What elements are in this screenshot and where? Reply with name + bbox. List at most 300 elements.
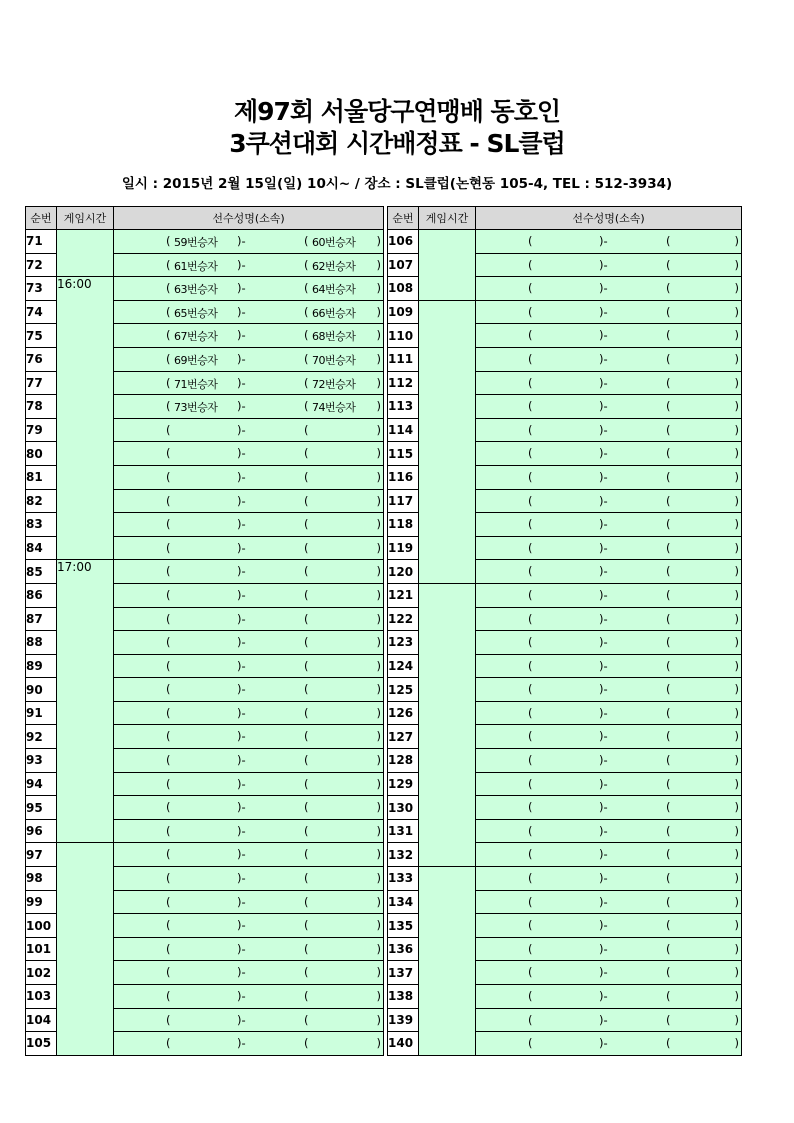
players-cell bbox=[114, 725, 384, 749]
players-cell bbox=[114, 631, 384, 655]
player-2-open-paren: ( bbox=[304, 989, 309, 1003]
player-2-close-paren: ) bbox=[734, 823, 739, 838]
players-cell bbox=[476, 442, 742, 466]
order-number: 99 bbox=[26, 890, 57, 914]
player-2-close-paren: ) bbox=[734, 753, 739, 768]
order-number: 100 bbox=[26, 914, 57, 938]
player-2-name: 74번승자 bbox=[312, 401, 356, 415]
player-2-close-paren: ) bbox=[734, 493, 739, 508]
players-cell bbox=[114, 985, 384, 1009]
player-1-name: 69번승자 bbox=[174, 353, 218, 367]
players-cell bbox=[476, 277, 742, 301]
player-2-close-paren: ) bbox=[376, 564, 381, 579]
players-cell bbox=[114, 300, 384, 324]
players-cell bbox=[114, 843, 384, 867]
table-row bbox=[26, 560, 384, 584]
players-cell bbox=[476, 772, 742, 796]
player-2-close-paren: ) bbox=[376, 847, 381, 862]
separator-dash: )- bbox=[599, 871, 608, 886]
player-1-open-paren: ( bbox=[528, 941, 533, 956]
separator-dash: )- bbox=[237, 328, 246, 343]
player-2-open-paren: ( bbox=[666, 847, 671, 862]
player-2-open-paren: ( bbox=[666, 328, 671, 343]
separator-dash: )- bbox=[599, 399, 608, 414]
player-2-close-paren: ) bbox=[376, 918, 381, 933]
order-number: 97 bbox=[26, 843, 57, 867]
player-2-open-paren: ( bbox=[666, 705, 671, 720]
order-number: 132 bbox=[388, 843, 419, 867]
separator-dash: )- bbox=[237, 918, 246, 933]
separator-dash: )- bbox=[599, 753, 608, 768]
order-number: 88 bbox=[26, 631, 57, 655]
player-2-open-paren: ( bbox=[304, 753, 309, 768]
players-cell bbox=[476, 867, 742, 891]
player-2-open-paren: ( bbox=[304, 894, 309, 909]
player-1-name: 67번승자 bbox=[174, 330, 218, 344]
player-2-close-paren: ) bbox=[376, 705, 381, 720]
separator-dash: )- bbox=[599, 823, 608, 838]
separator-dash: )- bbox=[237, 351, 246, 366]
player-1-open-paren: ( bbox=[528, 611, 533, 626]
player-2-close-paren: ) bbox=[376, 965, 381, 980]
player-2-close-paren: ) bbox=[734, 564, 739, 579]
player-1-name: 71번승자 bbox=[174, 377, 218, 391]
separator-dash: )- bbox=[599, 446, 608, 461]
players-cell bbox=[476, 324, 742, 348]
player-1-open-paren: ( bbox=[166, 682, 171, 697]
event-info: 일시 : 2015년 2월 15일(일) 10시~ / 장소 : SL클럽(논현동 105-4, TEL : 512-3934) bbox=[121, 176, 673, 192]
player-2-close-paren: ) bbox=[734, 257, 739, 272]
players-cell bbox=[114, 678, 384, 702]
player-2-close-paren: ) bbox=[734, 1036, 739, 1051]
order-number: 95 bbox=[26, 796, 57, 820]
order-number: 78 bbox=[26, 395, 57, 419]
order-number: 80 bbox=[26, 442, 57, 466]
player-2-open-paren: ( bbox=[304, 257, 309, 272]
separator-dash: )- bbox=[237, 587, 246, 602]
order-number: 116 bbox=[388, 465, 419, 489]
player-1-open-paren: ( bbox=[166, 611, 171, 626]
player-1-open-paren: ( bbox=[528, 257, 533, 272]
player-2-open-paren: ( bbox=[304, 635, 309, 650]
player-1-open-paren: ( bbox=[528, 281, 533, 296]
players-cell bbox=[114, 890, 384, 914]
game-time-cell bbox=[419, 867, 476, 1056]
player-1-open-paren: ( bbox=[528, 705, 533, 720]
player-1-open-paren: ( bbox=[166, 399, 171, 414]
game-time-cell bbox=[419, 583, 476, 866]
players-cell bbox=[114, 560, 384, 584]
separator-dash: )- bbox=[599, 517, 608, 532]
player-1-open-paren: ( bbox=[166, 965, 171, 980]
player-2-open-paren: ( bbox=[304, 422, 309, 437]
separator-dash: )- bbox=[237, 517, 246, 532]
players-cell bbox=[476, 890, 742, 914]
players-cell bbox=[114, 371, 384, 395]
separator-dash: )- bbox=[599, 682, 608, 697]
player-2-open-paren: ( bbox=[666, 517, 671, 532]
separator-dash: )- bbox=[237, 658, 246, 673]
players-cell bbox=[476, 607, 742, 631]
player-2-close-paren: ) bbox=[734, 847, 739, 862]
player-1-open-paren: ( bbox=[528, 776, 533, 791]
players-cell bbox=[476, 937, 742, 961]
game-time-cell: 16:00 bbox=[57, 277, 114, 560]
order-number: 75 bbox=[26, 324, 57, 348]
separator-dash: )- bbox=[599, 304, 608, 319]
order-number: 122 bbox=[388, 607, 419, 631]
players-cell bbox=[114, 277, 384, 301]
player-1-open-paren: ( bbox=[166, 446, 171, 461]
separator-dash: )- bbox=[237, 257, 246, 272]
players-cell bbox=[476, 230, 742, 254]
player-2-open-paren: ( bbox=[304, 399, 309, 414]
table-row bbox=[388, 583, 742, 607]
player-1-open-paren: ( bbox=[528, 587, 533, 602]
order-number: 135 bbox=[388, 914, 419, 938]
player-2-close-paren: ) bbox=[376, 493, 381, 508]
player-1-name: 61번승자 bbox=[174, 259, 218, 273]
separator-dash: )- bbox=[599, 941, 608, 956]
player-2-close-paren: ) bbox=[734, 800, 739, 815]
players-cell bbox=[114, 867, 384, 891]
player-1-open-paren: ( bbox=[166, 351, 171, 366]
order-number: 138 bbox=[388, 985, 419, 1009]
player-2-open-paren: ( bbox=[666, 989, 671, 1003]
player-2-close-paren: ) bbox=[376, 281, 381, 296]
players-cell bbox=[476, 465, 742, 489]
player-2-open-paren: ( bbox=[304, 1012, 309, 1027]
player-2-close-paren: ) bbox=[734, 517, 739, 532]
player-1-open-paren: ( bbox=[166, 517, 171, 532]
player-1-open-paren: ( bbox=[166, 1036, 171, 1051]
separator-dash: )- bbox=[599, 493, 608, 508]
order-number: 85 bbox=[26, 560, 57, 584]
order-number: 87 bbox=[26, 607, 57, 631]
order-number: 102 bbox=[26, 961, 57, 985]
players-cell bbox=[476, 418, 742, 442]
order-number: 115 bbox=[388, 442, 419, 466]
player-2-close-paren: ) bbox=[734, 989, 739, 1003]
player-1-open-paren: ( bbox=[528, 422, 533, 437]
separator-dash: )- bbox=[599, 705, 608, 720]
separator-dash: )- bbox=[237, 871, 246, 886]
player-2-open-paren: ( bbox=[304, 375, 309, 390]
player-2-open-paren: ( bbox=[666, 257, 671, 272]
player-2-open-paren: ( bbox=[666, 281, 671, 296]
player-2-close-paren: ) bbox=[734, 871, 739, 886]
player-2-close-paren: ) bbox=[734, 705, 739, 720]
order-number: 103 bbox=[26, 985, 57, 1009]
order-number: 133 bbox=[388, 867, 419, 891]
players-cell bbox=[476, 253, 742, 277]
player-1-open-paren: ( bbox=[528, 234, 533, 248]
player-2-open-paren: ( bbox=[666, 776, 671, 791]
player-2-close-paren: ) bbox=[376, 351, 381, 366]
order-number: 93 bbox=[26, 749, 57, 773]
player-2-close-paren: ) bbox=[734, 422, 739, 437]
separator-dash: )- bbox=[237, 399, 246, 414]
players-cell bbox=[114, 347, 384, 371]
player-1-open-paren: ( bbox=[166, 234, 171, 248]
player-2-open-paren: ( bbox=[666, 1036, 671, 1051]
player-2-open-paren: ( bbox=[304, 965, 309, 980]
player-2-open-paren: ( bbox=[304, 705, 309, 720]
player-1-open-paren: ( bbox=[166, 705, 171, 720]
order-number: 81 bbox=[26, 465, 57, 489]
player-2-close-paren: ) bbox=[734, 446, 739, 461]
separator-dash: )- bbox=[599, 894, 608, 909]
order-number: 72 bbox=[26, 253, 57, 277]
order-number: 74 bbox=[26, 300, 57, 324]
order-number: 123 bbox=[388, 631, 419, 655]
order-number: 96 bbox=[26, 819, 57, 843]
player-2-close-paren: ) bbox=[376, 941, 381, 956]
separator-dash: )- bbox=[237, 234, 246, 248]
player-2-close-paren: ) bbox=[734, 894, 739, 909]
player-2-open-paren: ( bbox=[666, 635, 671, 650]
separator-dash: )- bbox=[599, 234, 608, 248]
separator-dash: )- bbox=[237, 705, 246, 720]
table-row bbox=[388, 230, 742, 254]
table-header-row bbox=[26, 207, 384, 230]
order-number: 105 bbox=[26, 1032, 57, 1056]
order-number: 137 bbox=[388, 961, 419, 985]
player-1-open-paren: ( bbox=[528, 304, 533, 319]
separator-dash: )- bbox=[599, 918, 608, 933]
player-2-open-paren: ( bbox=[304, 564, 309, 579]
players-cell bbox=[476, 536, 742, 560]
player-1-open-paren: ( bbox=[166, 847, 171, 862]
players-cell bbox=[476, 843, 742, 867]
order-number: 84 bbox=[26, 536, 57, 560]
player-1-open-paren: ( bbox=[528, 493, 533, 508]
player-1-open-paren: ( bbox=[528, 894, 533, 909]
player-2-close-paren: ) bbox=[734, 965, 739, 980]
player-2-name: 70번승자 bbox=[312, 353, 356, 367]
player-2-open-paren: ( bbox=[666, 564, 671, 579]
player-2-close-paren: ) bbox=[734, 399, 739, 414]
players-cell bbox=[114, 654, 384, 678]
players-cell bbox=[476, 395, 742, 419]
player-2-close-paren: ) bbox=[734, 351, 739, 366]
player-2-close-paren: ) bbox=[734, 611, 739, 626]
player-2-close-paren: ) bbox=[376, 446, 381, 461]
order-number: 127 bbox=[388, 725, 419, 749]
player-1-open-paren: ( bbox=[528, 540, 533, 555]
separator-dash: )- bbox=[237, 823, 246, 838]
separator-dash: )- bbox=[237, 894, 246, 909]
players-cell bbox=[476, 513, 742, 537]
player-2-close-paren: ) bbox=[376, 611, 381, 626]
players-cell bbox=[114, 489, 384, 513]
player-1-open-paren: ( bbox=[166, 658, 171, 673]
players-cell bbox=[114, 583, 384, 607]
player-1-open-paren: ( bbox=[166, 469, 171, 484]
order-number: 139 bbox=[388, 1008, 419, 1032]
separator-dash: )- bbox=[237, 446, 246, 461]
separator-dash: )- bbox=[237, 753, 246, 768]
separator-dash: )- bbox=[599, 800, 608, 815]
player-2-close-paren: ) bbox=[376, 469, 381, 484]
game-time-cell bbox=[419, 300, 476, 583]
player-1-open-paren: ( bbox=[528, 446, 533, 461]
order-number: 128 bbox=[388, 749, 419, 773]
table-row bbox=[388, 300, 742, 324]
separator-dash: )- bbox=[599, 776, 608, 791]
player-2-close-paren: ) bbox=[376, 540, 381, 555]
player-2-open-paren: ( bbox=[666, 422, 671, 437]
player-2-close-paren: ) bbox=[376, 871, 381, 886]
separator-dash: )- bbox=[237, 1012, 246, 1027]
player-2-open-paren: ( bbox=[304, 823, 309, 838]
order-number: 131 bbox=[388, 819, 419, 843]
players-cell bbox=[114, 324, 384, 348]
order-number: 114 bbox=[388, 418, 419, 442]
player-2-close-paren: ) bbox=[376, 587, 381, 602]
schedule-table-left bbox=[25, 206, 384, 1056]
players-cell bbox=[114, 937, 384, 961]
player-2-open-paren: ( bbox=[666, 965, 671, 980]
player-2-open-paren: ( bbox=[666, 894, 671, 909]
player-2-close-paren: ) bbox=[376, 328, 381, 343]
player-2-open-paren: ( bbox=[304, 469, 309, 484]
player-2-open-paren: ( bbox=[304, 871, 309, 886]
order-number: 110 bbox=[388, 324, 419, 348]
separator-dash: )- bbox=[237, 564, 246, 579]
player-1-open-paren: ( bbox=[166, 800, 171, 815]
order-number: 108 bbox=[388, 277, 419, 301]
separator-dash: )- bbox=[237, 1036, 246, 1051]
players-cell bbox=[476, 796, 742, 820]
order-number: 121 bbox=[388, 583, 419, 607]
separator-dash: )- bbox=[237, 540, 246, 555]
order-number: 113 bbox=[388, 395, 419, 419]
separator-dash: )- bbox=[237, 469, 246, 484]
player-1-open-paren: ( bbox=[528, 847, 533, 862]
players-cell bbox=[114, 1008, 384, 1032]
player-2-open-paren: ( bbox=[304, 776, 309, 791]
player-1-open-paren: ( bbox=[528, 989, 533, 1003]
order-number: 124 bbox=[388, 654, 419, 678]
player-2-open-paren: ( bbox=[304, 304, 309, 319]
players-cell bbox=[114, 395, 384, 419]
player-1-open-paren: ( bbox=[528, 1012, 533, 1027]
separator-dash: )- bbox=[599, 257, 608, 272]
player-2-close-paren: ) bbox=[376, 729, 381, 744]
player-2-close-paren: ) bbox=[376, 399, 381, 414]
player-2-open-paren: ( bbox=[666, 446, 671, 461]
player-1-name: 65번승자 bbox=[174, 306, 218, 320]
players-cell bbox=[476, 985, 742, 1009]
separator-dash: )- bbox=[237, 682, 246, 697]
player-2-close-paren: ) bbox=[734, 587, 739, 602]
players-cell bbox=[476, 489, 742, 513]
game-time-cell bbox=[57, 843, 114, 1055]
order-number: 89 bbox=[26, 654, 57, 678]
player-1-open-paren: ( bbox=[528, 328, 533, 343]
separator-dash: )- bbox=[599, 989, 608, 1003]
player-1-open-paren: ( bbox=[528, 1036, 533, 1051]
player-1-name: 73번승자 bbox=[174, 401, 218, 415]
order-number: 111 bbox=[388, 347, 419, 371]
order-number: 73 bbox=[26, 277, 57, 301]
player-2-close-paren: ) bbox=[376, 375, 381, 390]
players-cell bbox=[476, 725, 742, 749]
table-row bbox=[26, 277, 384, 301]
player-2-close-paren: ) bbox=[734, 635, 739, 650]
players-cell bbox=[476, 678, 742, 702]
separator-dash: )- bbox=[237, 304, 246, 319]
separator-dash: )- bbox=[599, 469, 608, 484]
players-cell bbox=[114, 513, 384, 537]
players-cell bbox=[114, 536, 384, 560]
order-number: 82 bbox=[26, 489, 57, 513]
player-1-open-paren: ( bbox=[528, 800, 533, 815]
player-2-close-paren: ) bbox=[376, 800, 381, 815]
player-1-open-paren: ( bbox=[528, 469, 533, 484]
separator-dash: )- bbox=[237, 635, 246, 650]
player-2-open-paren: ( bbox=[666, 493, 671, 508]
order-number: 98 bbox=[26, 867, 57, 891]
player-2-close-paren: ) bbox=[734, 469, 739, 484]
player-2-open-paren: ( bbox=[304, 847, 309, 862]
player-2-close-paren: ) bbox=[376, 989, 381, 1003]
player-2-close-paren: ) bbox=[734, 658, 739, 673]
players-cell bbox=[476, 749, 742, 773]
player-2-open-paren: ( bbox=[304, 351, 309, 366]
player-2-name: 62번승자 bbox=[312, 259, 356, 273]
schedule-table-right bbox=[387, 206, 742, 1056]
player-2-close-paren: ) bbox=[376, 422, 381, 437]
game-time-cell: 17:00 bbox=[57, 560, 114, 843]
table-row bbox=[26, 230, 384, 254]
players-cell bbox=[476, 300, 742, 324]
player-1-open-paren: ( bbox=[528, 871, 533, 886]
separator-dash: )- bbox=[599, 422, 608, 437]
player-1-open-paren: ( bbox=[166, 281, 171, 296]
player-2-open-paren: ( bbox=[304, 587, 309, 602]
player-2-close-paren: ) bbox=[376, 517, 381, 532]
player-2-open-paren: ( bbox=[304, 729, 309, 744]
separator-dash: )- bbox=[599, 375, 608, 390]
player-2-close-paren: ) bbox=[376, 682, 381, 697]
order-number: 101 bbox=[26, 937, 57, 961]
player-1-open-paren: ( bbox=[166, 540, 171, 555]
player-1-open-paren: ( bbox=[166, 823, 171, 838]
separator-dash: )- bbox=[599, 965, 608, 980]
player-1-open-paren: ( bbox=[528, 753, 533, 768]
player-2-close-paren: ) bbox=[734, 234, 739, 248]
players-cell bbox=[476, 961, 742, 985]
separator-dash: )- bbox=[237, 800, 246, 815]
player-2-close-paren: ) bbox=[734, 540, 739, 555]
order-number: 106 bbox=[388, 230, 419, 254]
header-game-time: 게임시간 bbox=[419, 207, 476, 230]
separator-dash: )- bbox=[599, 564, 608, 579]
separator-dash: )- bbox=[237, 847, 246, 862]
player-2-open-paren: ( bbox=[666, 753, 671, 768]
players-cell bbox=[476, 583, 742, 607]
player-2-open-paren: ( bbox=[666, 682, 671, 697]
order-number: 140 bbox=[388, 1032, 419, 1056]
player-2-open-paren: ( bbox=[666, 941, 671, 956]
separator-dash: )- bbox=[237, 422, 246, 437]
player-2-open-paren: ( bbox=[666, 611, 671, 626]
player-2-open-paren: ( bbox=[666, 375, 671, 390]
player-2-open-paren: ( bbox=[304, 682, 309, 697]
player-2-name: 64번승자 bbox=[312, 283, 356, 297]
